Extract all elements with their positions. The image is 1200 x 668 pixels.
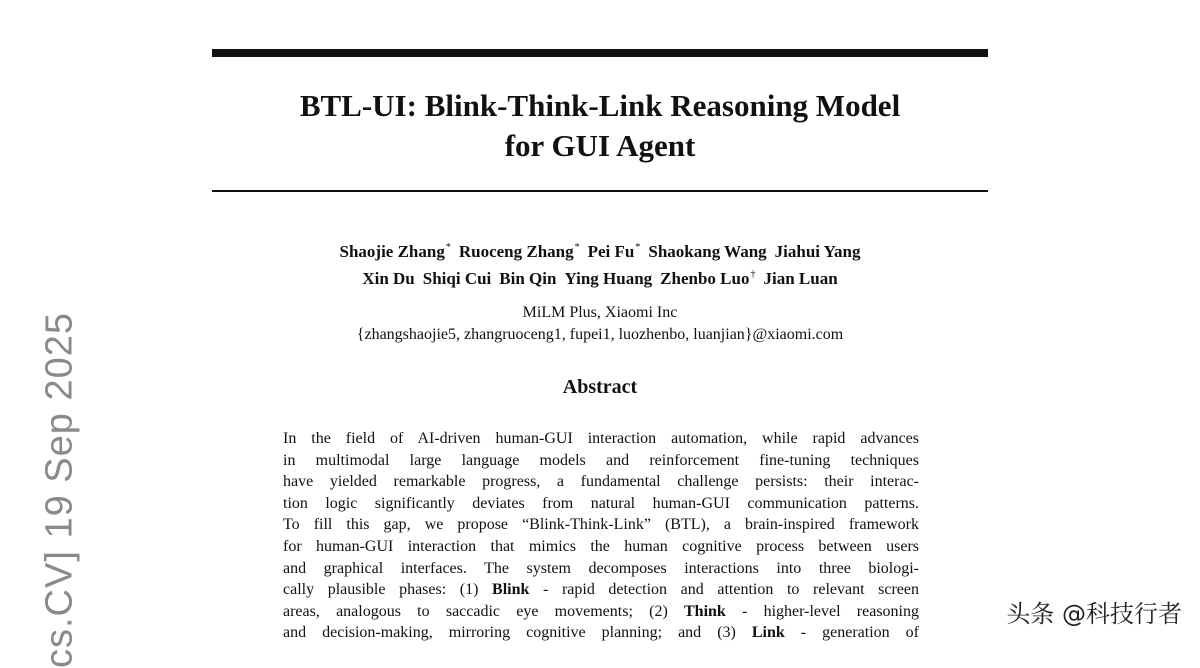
author-line	[212, 236, 988, 263]
abstract-bold-term: Link	[751, 624, 785, 642]
abstract-line	[283, 514, 919, 536]
author-line	[212, 263, 988, 290]
abstract-text: tion logic significantly deviates from natural human-GUI communication patterns.	[283, 494, 919, 512]
author-name	[588, 236, 641, 263]
abstract-text: and graphical interfaces. The system decomposes interactions into three biologi-	[283, 559, 919, 577]
author-name-text: Pei Fu	[587, 242, 635, 261]
author-name-text: Shiqi Cui	[422, 269, 492, 288]
top-rule	[212, 49, 988, 57]
abstract-text: in multimodal large language models and reinforcement fine-tuning techniques	[283, 451, 919, 469]
title-rule	[212, 190, 988, 192]
abstract-line	[283, 471, 919, 493]
author-name-text: Jian Luan	[763, 269, 838, 288]
affiliation: MiLM Plus, Xiaomi Inc	[522, 304, 678, 321]
abstract-bold-term: Blink	[492, 581, 530, 599]
author-name-text: Ying Huang	[564, 269, 653, 288]
author-name-text: Zhenbo Luo	[660, 269, 750, 288]
paper-title	[212, 86, 988, 166]
abstract-text: cally plausible phases: (1)	[283, 581, 493, 599]
author-name	[362, 267, 414, 290]
author-name	[564, 267, 652, 290]
abstract-bold-term: Think	[684, 602, 726, 620]
author-name-text: Shaojie Zhang	[339, 242, 445, 261]
arxiv-side-stamp: cs.CV] 19 Sep 2025	[38, 312, 81, 668]
author-footnote-mark: *	[635, 242, 641, 253]
title-line-2: for GUI Agent	[504, 128, 696, 163]
author-name-text: Ruoceng Zhang	[458, 242, 574, 261]
abstract-line	[283, 493, 919, 515]
affiliation-block	[212, 302, 988, 346]
author-footnote-mark: †	[750, 269, 756, 280]
abstract-text: areas, analogous to saccadic eye movements; (2)	[283, 602, 684, 620]
abstract-text: for human-GUI interaction that mimics the human cognitive process between users	[283, 537, 919, 555]
author-emails: {zhangshaojie5, zhangruoceng1, fupei1, luozhenbo, luanjian}@xiaomi.com	[356, 326, 844, 343]
abstract-line	[283, 579, 919, 601]
abstract-text: - rapid detection and attention to relevant screen	[529, 581, 919, 599]
author-name-text: Jiahui Yang	[774, 242, 861, 261]
title-line-1: BTL-UI: Blink-Think-Link Reasoning Model	[299, 88, 901, 123]
author-name-text: Shaokang Wang	[648, 242, 767, 261]
author-name	[423, 267, 492, 290]
abstract-heading: Abstract	[562, 376, 638, 398]
abstract-text: To fill this gap, we propose “Blink-Think-Link” (BTL), a brain-inspired framework	[283, 516, 919, 534]
abstract-text: and decision-making, mirroring cognitive planning; and (3)	[283, 624, 752, 642]
abstract-text: - generation of	[784, 624, 920, 642]
source-watermark: 头条 @科技行者	[1006, 600, 1182, 628]
author-name-text: Xin Du	[362, 269, 415, 288]
author-name	[763, 267, 837, 290]
author-name	[340, 236, 451, 263]
abstract-line	[283, 601, 919, 623]
abstract-body	[283, 428, 919, 644]
abstract-line	[283, 558, 919, 580]
author-name	[499, 267, 556, 290]
author-footnote-mark: *	[574, 242, 580, 253]
abstract-line	[283, 428, 919, 450]
author-name-text: Bin Qin	[499, 269, 557, 288]
abstract-line	[283, 450, 919, 472]
abstract-line	[283, 622, 919, 644]
author-footnote-mark: *	[445, 242, 451, 253]
author-name	[660, 263, 755, 290]
abstract-text: In the field of AI-driven human-GUI interaction automation, while rapid advances	[283, 430, 919, 447]
abstract-text: - higher-level reasoning	[725, 602, 919, 620]
abstract-text: have yielded remarkable progress, a fundamental challenge persists: their interac-	[283, 473, 919, 491]
author-name	[459, 236, 580, 263]
author-list	[212, 236, 988, 290]
author-name	[648, 240, 766, 263]
author-name	[775, 240, 861, 263]
abstract-line	[283, 536, 919, 558]
